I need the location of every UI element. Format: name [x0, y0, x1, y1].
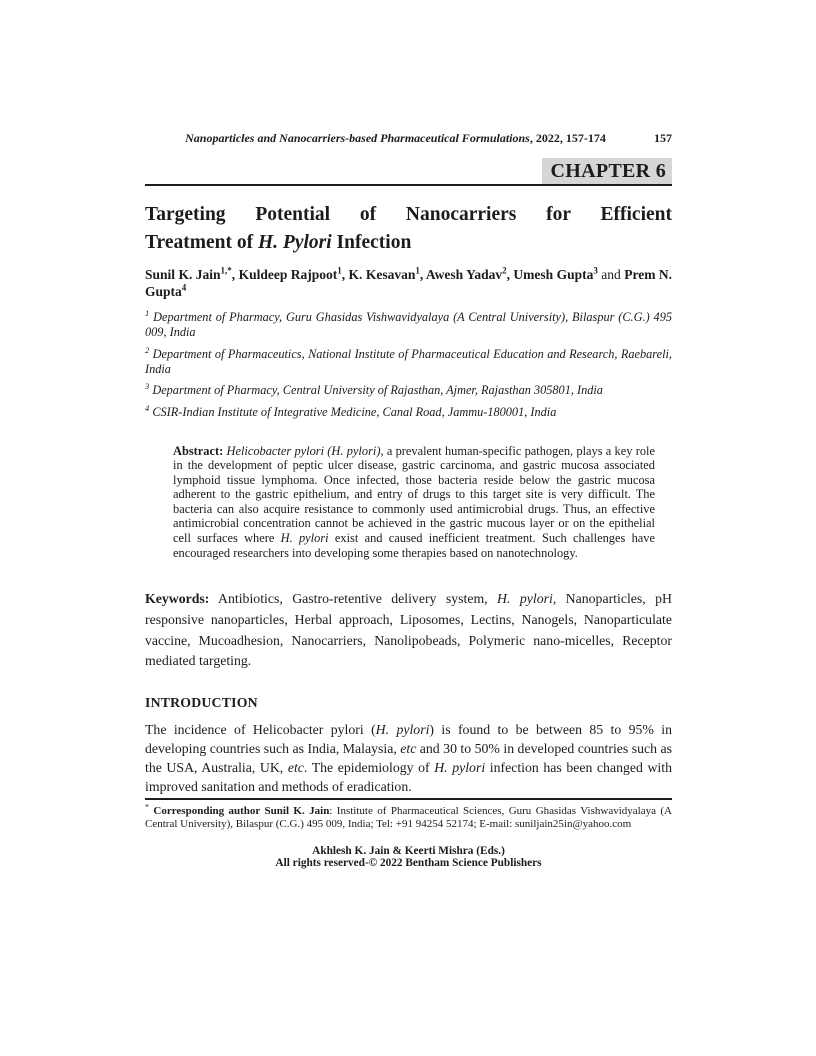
abstract-text-1: , a prevalent human-specific pathogen, plays a key role in the development of peptic ulcer disease, gastric carcinoma, and gastric mucosa associated lymphoid tissue lymphoma. Once infected, those bacteria reside below the gastric mucosa adherent to the gastric epithelium, and entry of drugs to this target site is very difficult. The bacteria can also acquire resistance to commonly used antimicrobial drugs. Thus, an effective antimicrobial concentration cannot be achieved in the gastric mucous layer or on the epithelial cell surfaces where — [173, 443, 655, 546]
affiliation-3 — [145, 380, 672, 398]
chapter-title-line1: Targeting Potential of Nanocarriers for Efficient — [145, 204, 672, 225]
abstract-species-italic-2: H. pylori — [280, 531, 329, 546]
keywords-label: Keywords: — [145, 591, 210, 607]
affiliation-1 — [145, 307, 672, 340]
author-5: , Umesh Gupta — [506, 267, 594, 282]
publisher-block — [145, 845, 672, 871]
abstract-species-italic: Helicobacter pylori (H. pylori) — [223, 443, 381, 458]
footnote-rule — [145, 798, 672, 800]
author-3-affmark: 1 — [415, 265, 420, 276]
author-1: Sunil K. Jain — [145, 267, 221, 282]
author-5-affmark: 3 — [593, 265, 598, 276]
affiliation-1-text: Department of Pharmacy, Guru Ghasidas Vishwavidyalaya (A Central University), Bilaspur (C.G.) 495 009, India — [145, 310, 672, 339]
affiliation-4-mark: 4 — [145, 402, 150, 413]
introduction-paragraph — [145, 720, 672, 796]
abstract-text-2: exist and caused inefficient treatment. Such challenges have encouraged researchers into developing some therapies based on nanotechnology. — [173, 531, 655, 560]
intro-italic-4: H. pylori — [434, 760, 486, 776]
author-list — [145, 267, 672, 300]
page-content — [145, 131, 672, 870]
keywords-text-2: , Nanoparticles, pH responsive nanoparticles, Herbal approach, Liposomes, Lectins, Nanogels, Nanoparticulate vaccine, Mucoadhesion, Nanocarriers, Nanolipobeads, Polymeric nano-micelles, Receptor mediated targeting. — [145, 591, 672, 669]
author-4: , Awesh Yadav — [419, 267, 503, 282]
keywords — [145, 589, 672, 672]
affiliation-4-text: CSIR-Indian Institute of Integrative Medicine, Canal Road, Jammu-180001, India — [149, 404, 557, 419]
page-number: 157 — [654, 131, 672, 145]
footnote-text: : Institute of Pharmaceutical Sciences, Guru Ghasidas Vishwavidyalaya (A Central University), Bilaspur (C.G.) 495 009, India; Tel: +91 94254 52174; E-mail: suniljain25in@yahoo.com — [145, 804, 672, 831]
running-title-book: Nanoparticles and Nanocarriers-based Pharmaceutical Formulations — [185, 131, 530, 145]
affiliation-3-text: Department of Pharmacy, Central University of Rajasthan, Ajmer, Rajasthan 305801, India — [149, 383, 603, 397]
intro-italic-2: etc — [400, 741, 417, 757]
author-6-affmark: 4 — [181, 282, 187, 292]
title-line2-italic: H. Pylori — [258, 232, 332, 253]
intro-text-1: The incidence of Helicobacter pylori ( — [145, 722, 376, 738]
corresponding-author-footnote — [145, 801, 672, 832]
affiliation-3-mark: 3 — [145, 380, 150, 391]
author-3: , K. Kesavan — [341, 267, 416, 282]
footnote-marker: * — [145, 801, 149, 811]
chapter-title — [145, 201, 672, 257]
running-title — [145, 131, 632, 146]
affiliation-1-mark: 1 — [145, 307, 150, 318]
chapter-header — [145, 158, 672, 186]
keywords-text-1: Antibiotics, Gastro-retentive delivery system, — [209, 591, 498, 607]
chapter-badge: CHAPTER 6 — [542, 158, 672, 186]
affiliation-list — [145, 307, 672, 420]
intro-text-2: ) is found to be between 85 to 95% in developing countries such as India, Malaysia, — [145, 722, 672, 757]
abstract — [173, 444, 655, 561]
running-header — [145, 131, 672, 146]
affiliation-2-text: Department of Pharmaceutics, National Institute of Pharmaceutical Education and Research, Raebareli, India — [145, 346, 672, 376]
running-title-pages: , 2022, 157-174 — [529, 131, 606, 145]
intro-text-3: and 30 to 50% in developed countries such as the USA, Australia, UK, — [145, 741, 672, 776]
chapter-rule — [145, 184, 672, 187]
author-2-affmark: 1 — [337, 265, 342, 276]
affiliation-4 — [145, 402, 672, 420]
author-2: , Kuldeep Rajpoot — [231, 267, 338, 282]
title-line2-post: Infection — [331, 232, 412, 253]
intro-text-4: . The epidemiology of — [303, 760, 435, 776]
affiliation-2-mark: 2 — [145, 344, 150, 355]
author-6: Prem N. Gupta — [145, 267, 672, 299]
intro-text-5: infection has been changed with improved sanitation and methods of eradication. — [145, 760, 672, 795]
copyright-line: All rights reserved-© 2022 Bentham Science Publishers — [275, 857, 542, 870]
introduction-heading: INTRODUCTION — [145, 695, 258, 711]
intro-italic-3: etc — [287, 760, 304, 776]
author-4-affmark: 2 — [502, 265, 507, 276]
abstract-label: Abstract: — [173, 443, 224, 458]
editors-line: Akhlesh K. Jain & Keerti Mishra (Eds.) — [312, 844, 505, 857]
author-1-affmark: 1,* — [220, 265, 232, 276]
footnote-bold: Corresponding author Sunil K. Jain — [149, 804, 330, 817]
intro-italic-1: H. pylori — [375, 722, 430, 738]
affiliation-2 — [145, 344, 672, 377]
keywords-species-italic: H. pylori — [497, 591, 553, 607]
author-conjunction: and — [597, 267, 625, 282]
title-line2-pre: Treatment of — [145, 232, 258, 253]
chapter-title-line2 — [145, 229, 672, 257]
